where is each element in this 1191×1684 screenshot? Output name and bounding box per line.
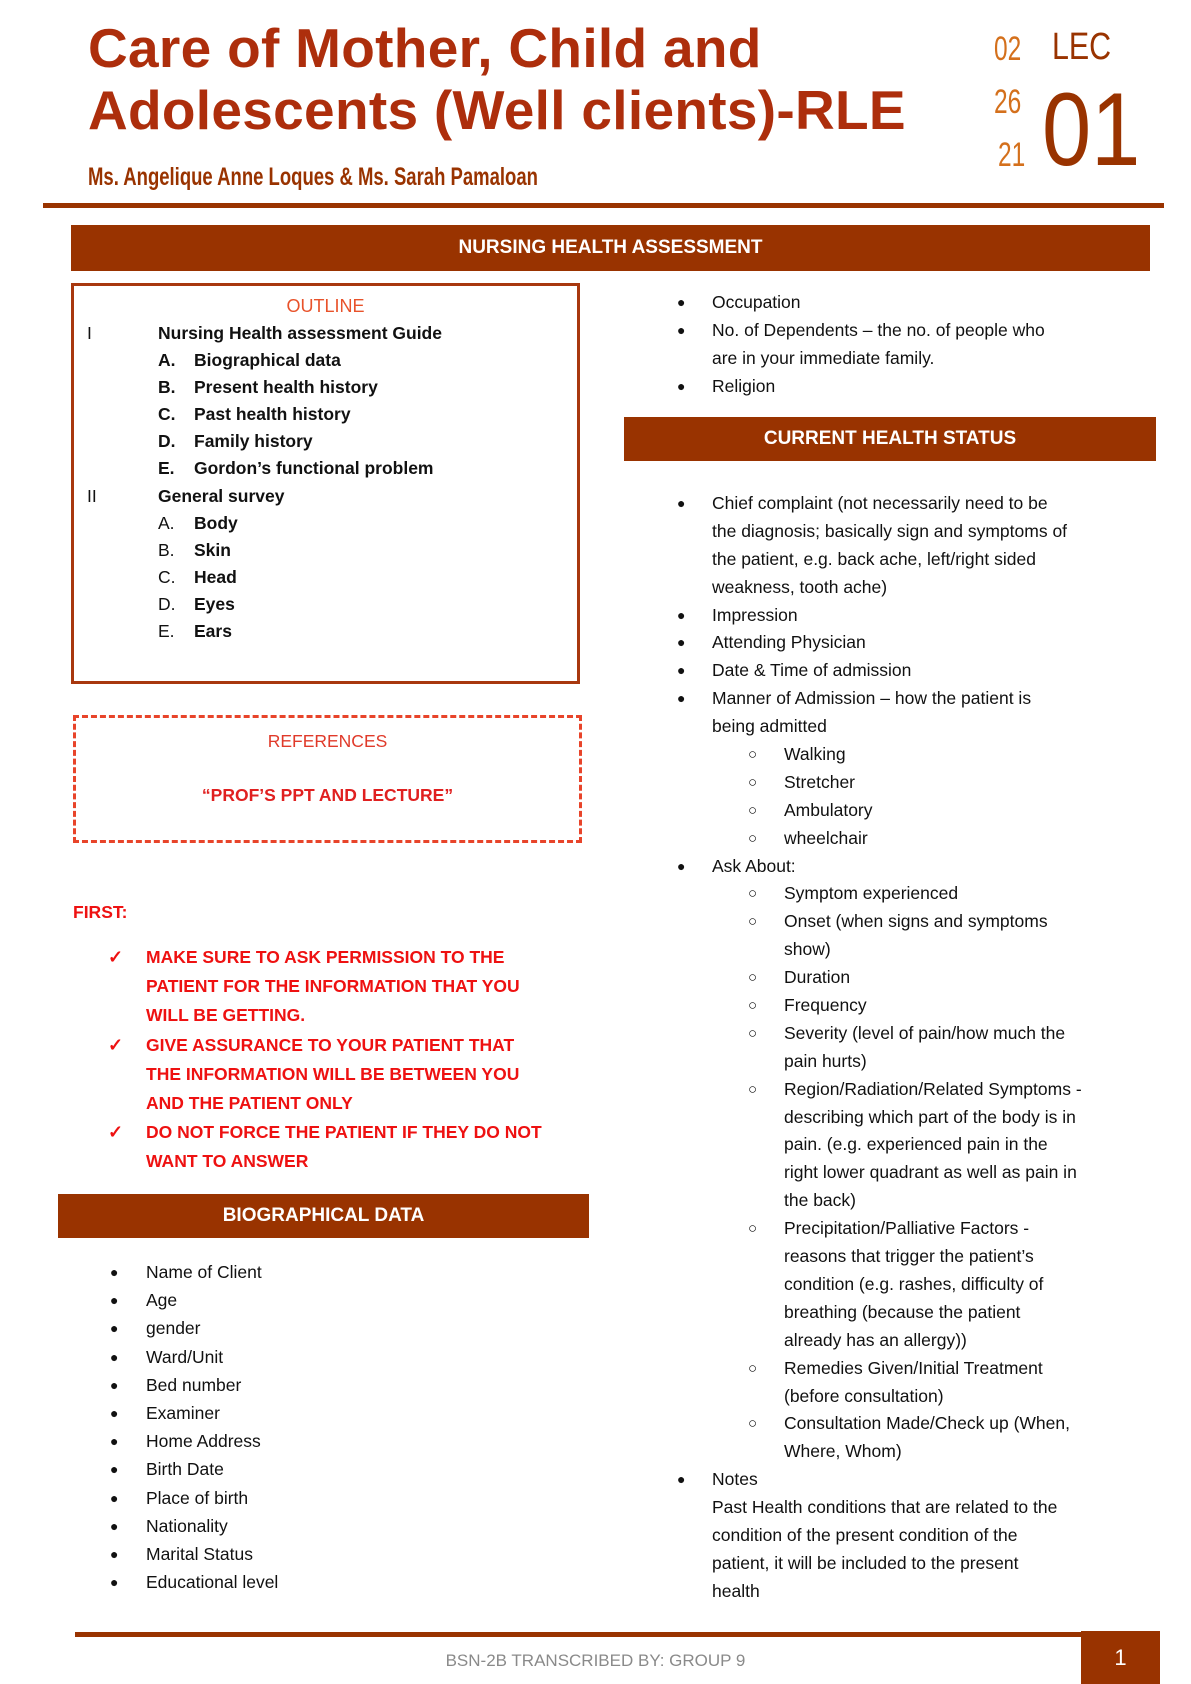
list-item-line: Chief complaint (not necessarily need to be bbox=[712, 493, 1048, 513]
outline-letter: C. bbox=[158, 404, 176, 425]
date-year: 21 bbox=[998, 136, 1026, 174]
list-item bbox=[582, 317, 1162, 373]
checklist-item-line: PATIENT FOR THE INFORMATION THAT YOU bbox=[146, 976, 520, 997]
bullet-icon: ● bbox=[677, 690, 686, 707]
outline-item-text: Present health history bbox=[194, 377, 378, 398]
outline-row bbox=[74, 618, 577, 645]
list-item-line: Educational level bbox=[146, 1572, 279, 1593]
list-item-line: Date & Time of admission bbox=[712, 660, 912, 681]
outline-item-text: Head bbox=[194, 566, 237, 587]
list-item bbox=[58, 1314, 588, 1342]
bullet-icon: ● bbox=[110, 1461, 119, 1478]
sub-list-item bbox=[582, 964, 1162, 992]
outline-item-text: Eyes bbox=[194, 593, 235, 614]
first-label: FIRST: bbox=[73, 902, 128, 922]
list-item-line: reasons that trigger the patient’s bbox=[784, 1246, 1034, 1267]
checklist-item-line: MAKE SURE TO ASK PERMISSION TO THE bbox=[146, 947, 505, 967]
bullet-icon: ● bbox=[110, 1489, 119, 1506]
outline-item-text: Ears bbox=[194, 621, 232, 642]
document-title-line-2: Adolescents (Well clients)-RLE bbox=[88, 79, 906, 141]
bullet-icon: ● bbox=[677, 294, 686, 310]
list-item bbox=[58, 1286, 588, 1314]
list-item-line: Ward/Unit bbox=[146, 1346, 224, 1367]
date-month: 02 bbox=[994, 30, 1022, 68]
outline-row bbox=[74, 537, 577, 564]
checklist-item-line: THE INFORMATION WILL BE BETWEEN YOU bbox=[146, 1063, 520, 1084]
page-number-box bbox=[1081, 1631, 1160, 1684]
circle-bullet-icon: ○ bbox=[748, 1024, 758, 1042]
bullet-icon: ● bbox=[110, 1404, 119, 1421]
list-item-line: pain hurts) bbox=[784, 1050, 867, 1071]
outline-row bbox=[74, 374, 577, 401]
outline-letter: D. bbox=[158, 431, 176, 452]
list-item-line: No. of Dependents – the no. of people who bbox=[712, 319, 1045, 340]
list-item bbox=[582, 602, 1162, 630]
bullet-icon: ● bbox=[110, 1574, 119, 1591]
outline-item-text: Family history bbox=[194, 431, 313, 452]
list-item-line: Manner of Admission – how the patient is bbox=[712, 688, 1032, 709]
outline-box bbox=[71, 283, 580, 684]
bullet-icon: ● bbox=[677, 857, 686, 874]
sub-list-item bbox=[582, 1020, 1162, 1076]
list-item bbox=[582, 289, 1162, 317]
circle-bullet-icon: ○ bbox=[748, 746, 758, 764]
list-item bbox=[58, 1455, 588, 1483]
references-text: “PROF’S PPT AND LECTURE” bbox=[201, 785, 454, 805]
list-item-line: Marital Status bbox=[146, 1543, 253, 1564]
list-item-line: being admitted bbox=[712, 716, 827, 737]
circle-bullet-icon: ○ bbox=[748, 1220, 758, 1238]
list-item-line: the diagnosis; basically sign and symptoms of bbox=[712, 520, 1068, 541]
list-item-line: Home Address bbox=[146, 1431, 261, 1452]
outline-letter: E. bbox=[158, 621, 175, 642]
bullet-icon: ● bbox=[110, 1320, 119, 1337]
sub-list-item bbox=[582, 1215, 1162, 1354]
sub-list-item bbox=[582, 797, 1162, 825]
checklist-item bbox=[74, 943, 594, 1031]
sub-list-item bbox=[582, 908, 1162, 964]
list-item-line: Age bbox=[146, 1290, 178, 1311]
sub-list-item bbox=[582, 769, 1162, 797]
sub-list-item bbox=[582, 1355, 1162, 1411]
outline-item-text: General survey bbox=[158, 485, 285, 506]
bullet-icon: ● bbox=[677, 495, 686, 511]
outline-row bbox=[74, 564, 577, 591]
list-item-line: wheelchair bbox=[784, 827, 868, 848]
biographical-data-list bbox=[58, 1258, 588, 1596]
list-item-line: Past Health conditions that are related to the bbox=[712, 1497, 1058, 1518]
references-box bbox=[73, 715, 582, 843]
outline-heading: OUTLINE bbox=[286, 296, 365, 316]
list-item-line: right lower quadrant as well as pain in bbox=[784, 1162, 1077, 1183]
bullet-icon: ● bbox=[677, 377, 686, 394]
outline-letter: A. bbox=[158, 512, 175, 533]
list-item-line: (before consultation) bbox=[784, 1385, 944, 1406]
list-item bbox=[58, 1540, 588, 1568]
instructors: Ms. Angelique Anne Loques & Ms. Sarah Pamaloan bbox=[88, 163, 538, 191]
first-checklist bbox=[74, 943, 594, 1177]
sub-list-item bbox=[582, 741, 1162, 769]
list-item-line: are in your immediate family. bbox=[712, 347, 935, 368]
list-item-line: Stretcher bbox=[784, 771, 855, 792]
checklist-item-line: GIVE ASSURANCE TO YOUR PATIENT THAT bbox=[146, 1034, 515, 1055]
outline-row bbox=[74, 347, 577, 374]
outline-letter: A. bbox=[158, 350, 176, 371]
list-item bbox=[582, 685, 1162, 741]
circle-bullet-icon: ○ bbox=[748, 969, 758, 987]
list-item-line: condition of the present condition of the bbox=[712, 1524, 1018, 1545]
bullet-icon: ● bbox=[110, 1545, 119, 1562]
list-item-line: Religion bbox=[712, 375, 776, 396]
bullet-icon: ● bbox=[110, 1517, 119, 1534]
list-item-line: Frequency bbox=[784, 995, 867, 1016]
sub-list-item bbox=[582, 1410, 1162, 1466]
outline-item-text: Nursing Health assessment Guide bbox=[158, 323, 442, 343]
list-item-line: condition (e.g. rashes, difficulty of bbox=[784, 1273, 1044, 1294]
header-divider bbox=[43, 203, 1164, 208]
sub-list-item bbox=[582, 992, 1162, 1020]
circle-bullet-icon: ○ bbox=[748, 1359, 758, 1377]
sub-list-item bbox=[582, 825, 1162, 853]
list-item bbox=[582, 490, 1162, 602]
bullet-icon: ● bbox=[110, 1292, 119, 1309]
bullet-icon: ● bbox=[677, 606, 686, 623]
list-item bbox=[582, 657, 1162, 685]
outline-roman-numeral: I bbox=[87, 323, 92, 343]
list-item-line: Ambulatory bbox=[784, 799, 873, 820]
list-item-line: Occupation bbox=[712, 292, 801, 312]
list-item-line: Nationality bbox=[146, 1515, 228, 1536]
list-item-line: Ask About: bbox=[712, 855, 796, 876]
list-item-line: gender bbox=[146, 1318, 201, 1339]
checkmark-icon: ✓ bbox=[108, 1034, 124, 1055]
list-item bbox=[58, 1512, 588, 1540]
section-banner-nursing-health-assessment: NURSING HEALTH ASSESSMENT bbox=[71, 225, 1150, 271]
list-item-line: patient, it will be included to the present bbox=[712, 1552, 1019, 1573]
bullet-icon: ● bbox=[677, 662, 686, 679]
bullet-icon: ● bbox=[110, 1264, 119, 1280]
list-item-line: Place of birth bbox=[146, 1487, 249, 1508]
outline-roman-numeral: II bbox=[87, 485, 97, 506]
outline-row bbox=[74, 320, 577, 347]
list-item-line: Examiner bbox=[146, 1402, 220, 1423]
list-item-line: Name of Client bbox=[146, 1262, 262, 1282]
list-item-line: health bbox=[712, 1580, 760, 1601]
list-item bbox=[582, 629, 1162, 657]
section-banner-current-health-status: CURRENT HEALTH STATUS bbox=[624, 417, 1156, 461]
document-title-line-1: Care of Mother, Child and bbox=[88, 17, 762, 79]
checkmark-icon: ✓ bbox=[108, 947, 124, 967]
list-item-line: Duration bbox=[784, 967, 851, 988]
list-item-line: the back) bbox=[784, 1190, 856, 1211]
list-item bbox=[582, 1466, 1162, 1605]
list-item bbox=[58, 1484, 588, 1512]
section-banner-biographical-data: BIOGRAPHICAL DATA bbox=[58, 1194, 589, 1238]
sub-list-item bbox=[582, 1076, 1162, 1215]
list-item-line: Attending Physician bbox=[712, 632, 866, 653]
outline-row bbox=[74, 483, 577, 510]
list-item-line: Impression bbox=[712, 604, 798, 625]
bullet-icon: ● bbox=[677, 321, 686, 338]
bullet-icon: ● bbox=[110, 1376, 119, 1393]
checklist-item bbox=[74, 1118, 594, 1176]
bullet-icon: ● bbox=[677, 1471, 686, 1488]
footer-divider bbox=[75, 1632, 1085, 1637]
list-item bbox=[58, 1427, 588, 1455]
circle-bullet-icon: ○ bbox=[748, 773, 758, 791]
bullet-icon: ● bbox=[677, 634, 686, 651]
outline-letter: D. bbox=[158, 593, 176, 614]
circle-bullet-icon: ○ bbox=[748, 829, 758, 847]
outline-item-text: Body bbox=[194, 512, 238, 533]
bullet-icon: ● bbox=[110, 1348, 119, 1365]
circle-bullet-icon: ○ bbox=[748, 997, 758, 1015]
checklist-item-line: AND THE PATIENT ONLY bbox=[146, 1092, 353, 1113]
lecture-label: LEC bbox=[1052, 26, 1112, 68]
list-item bbox=[582, 853, 1162, 881]
sub-list-item bbox=[582, 880, 1162, 908]
outline-letter: B. bbox=[158, 377, 176, 398]
page-number: 1 bbox=[1114, 1645, 1127, 1670]
outline-row bbox=[74, 510, 577, 537]
circle-bullet-icon: ○ bbox=[748, 801, 758, 819]
list-item-line: already has an allergy)) bbox=[784, 1329, 967, 1350]
circle-bullet-icon: ○ bbox=[748, 885, 758, 903]
checklist-item bbox=[74, 1031, 594, 1119]
references-heading: REFERENCES bbox=[267, 731, 388, 751]
outline-item-text: Biographical data bbox=[194, 350, 341, 371]
circle-bullet-icon: ○ bbox=[748, 1080, 758, 1098]
outline-letter: B. bbox=[158, 539, 175, 560]
list-item-line: Region/Radiation/Related Symptoms - bbox=[784, 1078, 1082, 1099]
outline-row bbox=[74, 591, 577, 618]
date-day: 26 bbox=[994, 83, 1022, 121]
biographical-data-list-continued bbox=[582, 289, 1162, 401]
list-item bbox=[582, 373, 1162, 401]
list-item-line: Symptom experienced bbox=[784, 883, 959, 904]
outline-item-text: Skin bbox=[194, 539, 231, 560]
list-item bbox=[58, 1399, 588, 1427]
outline-row bbox=[74, 428, 577, 455]
bullet-icon: ● bbox=[110, 1433, 119, 1450]
list-item-line: the patient, e.g. back ache, left/right sided bbox=[712, 548, 1036, 569]
list-item-line: describing which part of the body is in bbox=[784, 1106, 1076, 1127]
list-item-line: Notes bbox=[712, 1469, 758, 1490]
checklist-item-line: DO NOT FORCE THE PATIENT IF THEY DO NOT bbox=[146, 1122, 542, 1143]
list-item-line: Consultation Made/Check up (When, bbox=[784, 1413, 1070, 1434]
checklist-item-line: WANT TO ANSWER bbox=[146, 1151, 309, 1172]
checkmark-icon: ✓ bbox=[108, 1122, 124, 1143]
list-item-line: Remedies Given/Initial Treatment bbox=[784, 1357, 1043, 1378]
list-item-line: Severity (level of pain/how much the bbox=[784, 1022, 1066, 1043]
outline-item-text: Gordon’s functional problem bbox=[194, 458, 434, 479]
current-health-status-list bbox=[582, 490, 1162, 1606]
outline-letter: E. bbox=[158, 458, 175, 479]
outline-letter: C. bbox=[158, 566, 176, 587]
lecture-number: 01 bbox=[1042, 72, 1141, 188]
list-item-line: Bed number bbox=[146, 1374, 242, 1395]
list-item-line: Precipitation/Palliative Factors - bbox=[784, 1218, 1030, 1239]
list-item-line: show) bbox=[784, 939, 831, 960]
list-item-line: Onset (when signs and symptoms bbox=[784, 911, 1048, 932]
list-item bbox=[58, 1343, 588, 1371]
outline-item-text: Past health history bbox=[194, 404, 351, 425]
list-item bbox=[58, 1568, 588, 1596]
list-item-line: pain. (e.g. experienced pain in the bbox=[784, 1134, 1048, 1155]
list-item-line: Where, Whom) bbox=[784, 1441, 902, 1462]
circle-bullet-icon: ○ bbox=[748, 913, 758, 931]
list-item bbox=[58, 1371, 588, 1399]
outline-row bbox=[74, 401, 577, 428]
list-item-line: Walking bbox=[784, 744, 846, 765]
outline-row bbox=[74, 455, 577, 482]
list-item-line: breathing (because the patient bbox=[784, 1301, 1021, 1322]
list-item-line: weakness, tooth ache) bbox=[712, 576, 888, 597]
list-item bbox=[58, 1258, 588, 1286]
list-item-line: Birth Date bbox=[146, 1459, 224, 1480]
circle-bullet-icon: ○ bbox=[748, 1415, 758, 1433]
checklist-item-line: WILL BE GETTING. bbox=[146, 1005, 306, 1026]
footer-text: BSN-2B TRANSCRIBED BY: GROUP 9 bbox=[445, 1651, 746, 1670]
